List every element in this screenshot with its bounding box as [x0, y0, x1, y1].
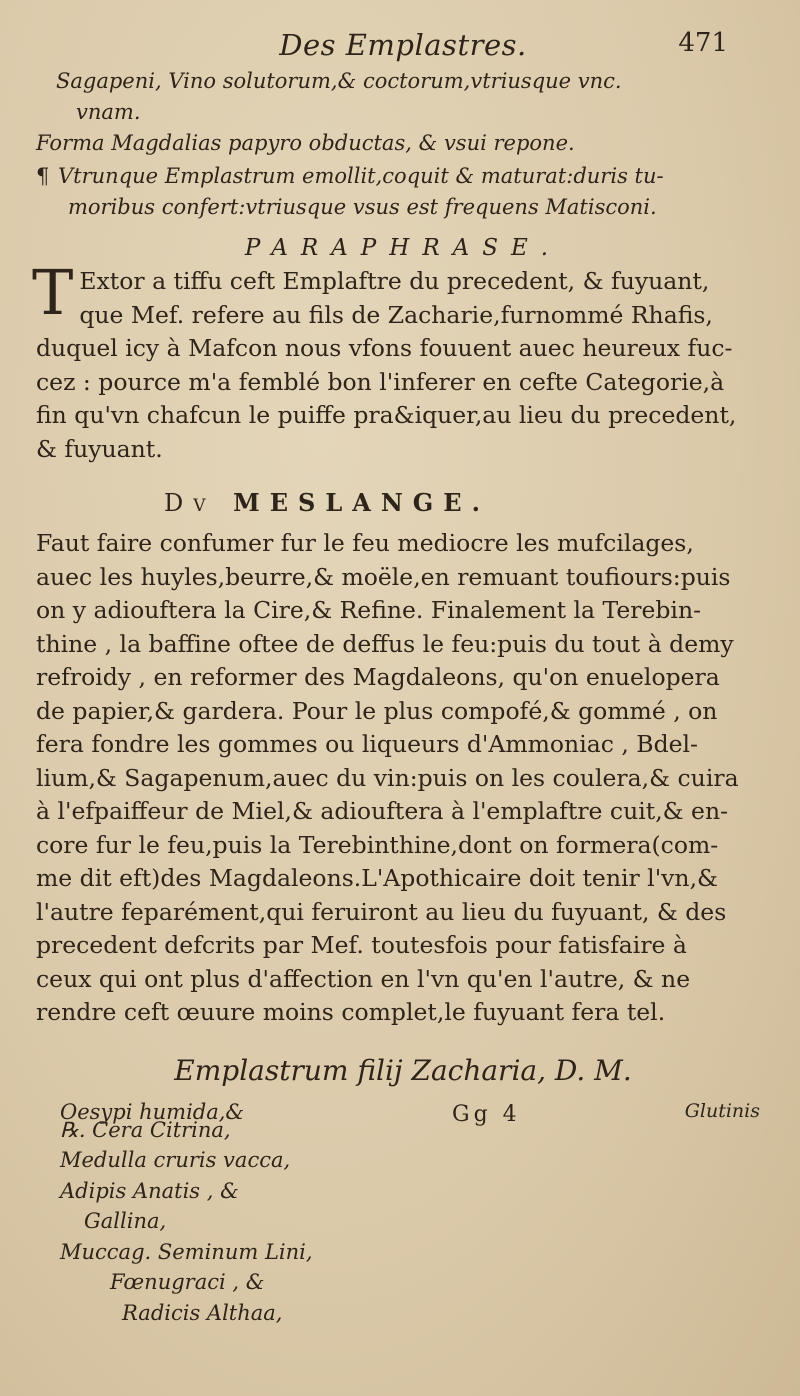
page-footer [60, 1100, 760, 1140]
recipe-title: Emplastrum filij Zacharia, D. M. [174, 1053, 632, 1087]
text-line: rendre ceft œuure moins complet,le fuyuant fera tel. [36, 998, 666, 1026]
ingredient-item: Fœnugraci , & [110, 1270, 265, 1295]
latin-note [36, 161, 770, 223]
page-number: 471 [678, 28, 728, 58]
paraphrase-heading: PARAPHRASE. [244, 235, 562, 261]
text-line: core fur le feu,puis la Terebinthine,dont on formera(com- [36, 830, 719, 859]
ingredient-item: Gallina, [84, 1209, 167, 1234]
ingredient-item: Medulla cruris vacca, [60, 1148, 291, 1173]
latin-line: Sagapeni, Vino solutorum,& coctorum,vtriusque vnc. [56, 69, 622, 93]
pilcrow-icon: ¶ [36, 164, 50, 188]
text-line: ceux qui ont plus d'affection en l'vn qu'en l'autre, & ne [36, 964, 691, 993]
text-line: precedent defcrits par Mef. toutesfois pour fatisfaire à [36, 931, 687, 959]
mixing-instructions [36, 527, 770, 1030]
page-header [36, 22, 770, 66]
ingredient-item: Adipis Anatis , & [60, 1178, 239, 1203]
ingredient-item: Radicis Althaa, [122, 1301, 283, 1326]
ingredient-item: Muccag. Seminum Lini, [60, 1239, 313, 1264]
ingredient-item: ℞. Cera Citrina, [60, 1117, 231, 1142]
text-line: Faut faire confumer fur le feu mediocre les mufcilages, [36, 529, 694, 557]
running-head: Des Emplastres. [279, 28, 527, 62]
catchword: Glutinis [684, 1100, 760, 1122]
text-line: auec les huyles,beurre,& moële,en remuant toufiours:puis [36, 562, 731, 591]
signature-mark: Gg 4 [452, 1102, 521, 1127]
paraphrase-line: duquel icy à Mafcon nous vfons fouuent auec heureux fuc- [36, 334, 733, 362]
text-line: de papier,& gardera. Pour le plus compofé,& gommé , on [36, 696, 718, 725]
text-line: refroidy , en reformer des Magdaleons, qu'on enuelopera [36, 663, 720, 691]
latin-note-line: Vtrunque Emplastrum emollit,coquit & maturat:duris tu- [58, 164, 664, 188]
text-line: thine , la baffine oftee de deffus le feu:puis du tout à demy [36, 629, 734, 658]
ingredient-item: Oesypi humida,& [60, 1100, 245, 1124]
latin-line: Forma Magdalias papyro obductas, & vsui repone. [36, 131, 575, 155]
paraphrase-line: fin qu'vn chafcun le puiffe pra&iquer,au lieu du precedent, [36, 401, 737, 429]
paraphrase-line: cez : pource m'a femblé bon l'inferer en cefte Categorie,à [36, 367, 725, 396]
text-line: me dit eft)des Magdaleons.L'Apothicaire doit tenir l'vn,& [36, 864, 718, 892]
paraphrase-line: & fuyuant. [36, 434, 163, 463]
text-line: l'autre feparément,qui feruiront au lieu du fuyuant, & des [36, 897, 727, 926]
drop-cap: T [32, 256, 74, 329]
section-heading [164, 488, 770, 517]
section-heading-rest: MESLANGE. [233, 488, 490, 517]
paraphrase-line: que Mef. refere au fils de Zacharie,furnommé Rhafis, [79, 300, 713, 329]
section-heading-first: Dv [164, 489, 216, 517]
paraphrase-body [32, 256, 770, 466]
ingredient-list [36, 1115, 770, 1329]
text-line: lium,& Sagapenum,auec du vin:puis on les coulera,& cuira [36, 763, 739, 792]
text-line: à l'efpaiffeur de Miel,& adioufterа à l'emplaftre cuit,& en- [36, 797, 729, 825]
text-line: fera fondre les gommes ou liqueurs d'Ammoniac , Bdel- [36, 730, 698, 758]
latin-recipe-end [36, 66, 770, 159]
paraphrase-line: Extor a tiffu ceft Emplaftre du precedent, & fuyuant, [79, 267, 710, 295]
latin-line: vnam. [76, 100, 141, 124]
latin-note-line: moribus confert:vtriusque vsus est frequens Matisconi. [68, 195, 657, 219]
text-line: on y adioufterа la Cire,& Refine. Finalement la Terebin- [36, 596, 702, 624]
